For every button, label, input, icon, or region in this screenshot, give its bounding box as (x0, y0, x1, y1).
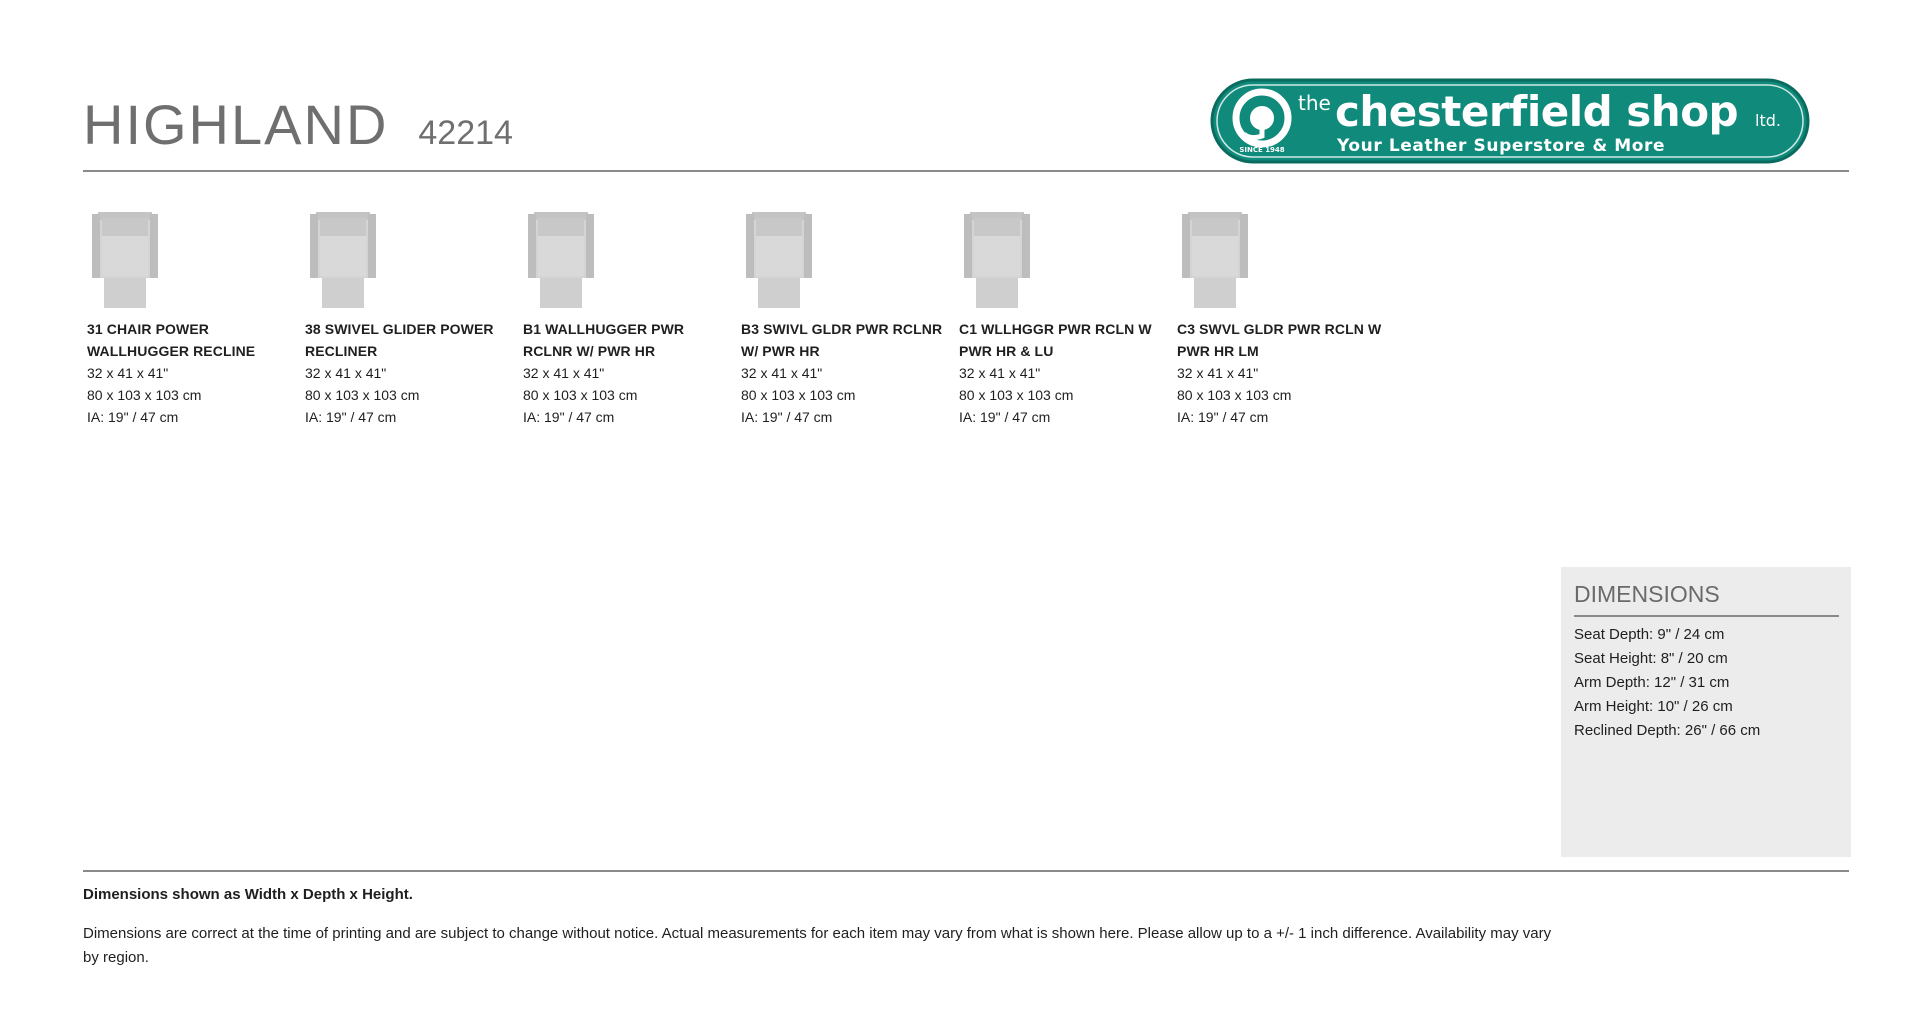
logo-small-word: the (1298, 91, 1331, 115)
disclaimer-note: Dimensions are correct at the time of printing and are subject to change without notice. Actual measurements for each item may vary from what is shown here. Please allow up to a +/- 1 inch difference. Availability may vary by region. (83, 925, 1552, 966)
chesterfield-shop-logo (1210, 78, 1810, 164)
product-name: C1 WLLHGGR PWR RCLN W PWR HR & LU (959, 321, 1152, 359)
product-item (737, 212, 955, 428)
product-dims-imperial: 32 x 41 x 41" (741, 365, 823, 381)
dimensions-divider (1574, 615, 1839, 617)
chair-top-view-icon (528, 212, 594, 310)
product-dims-metric: 80 x 103 x 103 cm (523, 387, 638, 403)
product-dims-imperial: 32 x 41 x 41" (305, 365, 387, 381)
dim-seat-height: Seat Height: 8" / 20 cm (1574, 650, 1728, 667)
product-dims-imperial: 32 x 41 x 41" (1177, 365, 1259, 381)
header-divider (83, 170, 1849, 172)
product-dims-imperial: 32 x 41 x 41" (87, 365, 169, 381)
product-dims-metric: 80 x 103 x 103 cm (1177, 387, 1292, 403)
chair-top-view-icon (964, 212, 1030, 310)
title-block (83, 92, 513, 157)
product-dims-metric: 80 x 103 x 103 cm (741, 387, 856, 403)
product-item (1173, 212, 1391, 428)
product-inside-arm: IA: 19" / 47 cm (305, 409, 397, 425)
product-dims-metric: 80 x 103 x 103 cm (959, 387, 1074, 403)
dim-reclined-depth: Reclined Depth: 26" / 66 cm (1574, 722, 1761, 739)
footer-divider (83, 870, 1849, 872)
product-item (301, 212, 519, 428)
dimensions-panel (1561, 567, 1851, 857)
product-item (83, 212, 301, 428)
product-dims-imperial: 32 x 41 x 41" (523, 365, 605, 381)
product-inside-arm: IA: 19" / 47 cm (1177, 409, 1269, 425)
product-item (519, 212, 737, 428)
product-name: B3 SWIVL GLDR PWR RCLNR W/ PWR HR (741, 321, 943, 359)
product-name: B1 WALLHUGGER PWR RCLNR W/ PWR HR (523, 321, 685, 359)
product-dims-imperial: 32 x 41 x 41" (959, 365, 1041, 381)
dim-arm-height: Arm Height: 10" / 26 cm (1574, 698, 1733, 715)
dimension-format-note: Dimensions shown as Width x Depth x Height. (83, 886, 413, 903)
dim-seat-depth: Seat Depth: 9" / 24 cm (1574, 626, 1725, 643)
collection-title: HIGHLAND (83, 93, 389, 156)
product-inside-arm: IA: 19" / 47 cm (741, 409, 833, 425)
chair-top-view-icon (1182, 212, 1248, 310)
product-dims-metric: 80 x 103 x 103 cm (305, 387, 420, 403)
collection-code: 42214 (418, 114, 513, 152)
chair-top-view-icon (746, 212, 812, 310)
product-inside-arm: IA: 19" / 47 cm (523, 409, 615, 425)
logo-brand: chesterfield shop (1335, 87, 1739, 136)
product-name: C3 SWVL GLDR PWR RCLN W PWR HR LM (1177, 321, 1382, 359)
dimensions-list (1574, 623, 1760, 743)
product-item (955, 212, 1173, 428)
logo-tagline: Your Leather Superstore & More (1337, 136, 1666, 156)
product-name: 31 CHAIR POWER WALLHUGGER RECLINE (87, 321, 256, 359)
product-inside-arm: IA: 19" / 47 cm (959, 409, 1051, 425)
product-grid (83, 212, 1391, 428)
chair-top-view-icon (92, 212, 158, 310)
product-name: 38 SWIVEL GLIDER POWER RECLINER (305, 321, 494, 359)
dim-arm-depth: Arm Depth: 12" / 31 cm (1574, 674, 1730, 691)
product-inside-arm: IA: 19" / 47 cm (87, 409, 179, 425)
chair-top-view-icon (310, 212, 376, 310)
dimensions-title: DIMENSIONS (1574, 581, 1720, 607)
logo-since: SINCE 1948 (1239, 146, 1285, 154)
logo-suffix: ltd. (1755, 111, 1781, 130)
product-dims-metric: 80 x 103 x 103 cm (87, 387, 202, 403)
